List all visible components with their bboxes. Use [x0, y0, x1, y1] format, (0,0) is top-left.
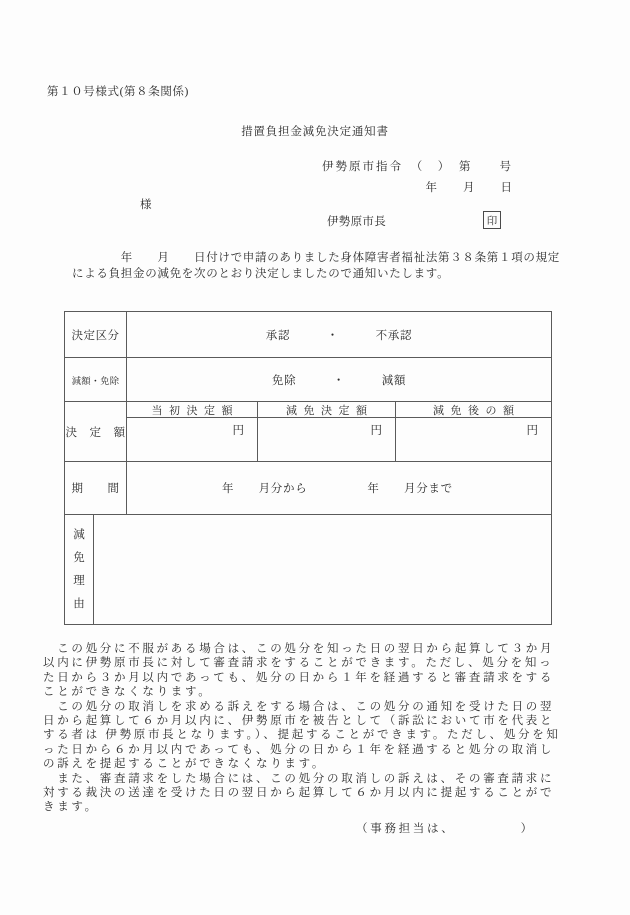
sender-name: 伊勢原市長: [327, 216, 386, 228]
legal-notes: [43, 642, 565, 815]
period-to: 年 月分まで: [367, 483, 453, 495]
initial-amount-header: 当初決定額: [127, 402, 257, 418]
table-row-reduction-type: [65, 357, 551, 401]
addressee-suffix: 様: [140, 199, 153, 211]
note-line: 日から起算して６か月以内に、伊勢原市を被告として（訴訟において市を代表と: [43, 715, 555, 728]
note-line: きます。: [43, 801, 99, 814]
seal-character: 印: [486, 215, 498, 227]
seal-mark: [483, 211, 501, 229]
note-line: する者は 伊勢原市長となります。）、提起することができます。ただし、処分を知: [43, 729, 561, 742]
date-line: 年 月 日: [425, 182, 513, 194]
reduced-amount-column: [258, 402, 396, 461]
decision-table: [64, 311, 552, 625]
note-line: た日から３か月以内であっても、処分の日から１年を経過すると審査請求をする: [43, 671, 555, 684]
decision-category-label: 決定区分: [65, 312, 127, 357]
reason-label-char: 免: [73, 551, 85, 564]
reason-label-char: 減: [73, 528, 85, 541]
reduced-amount-unit: 円: [370, 425, 382, 437]
note-line: ことができなくなります。: [43, 686, 213, 699]
intro-paragraph: [72, 251, 560, 282]
intro-line: による負担金の減免を次のとおり決定しましたので通知いたします。: [72, 267, 450, 280]
table-row-decision: [65, 312, 551, 357]
initial-amount-unit: 円: [232, 425, 244, 437]
note-line: また、審査請求をした場合には、この処分の取消しの訴えは、その審査請求に: [43, 772, 555, 785]
note-line: 以内に伊勢原市長に対して審査請求をすることができます。ただし、処分を知っ: [43, 657, 554, 670]
amount-columns: [127, 402, 551, 461]
clerk-in-charge-line: （事務担当は、 ）: [356, 823, 535, 835]
reduction-reason-label: [65, 515, 94, 624]
note-line: 対する裁決の送達を受けた日の翌日から起算して６か月以内に提起することがで: [43, 787, 555, 800]
reduction-reason-field: [94, 515, 551, 624]
period-from: 年 月分から: [222, 483, 308, 495]
after-reduction-amount-column: [396, 402, 551, 461]
table-row-amounts: [65, 401, 551, 461]
directive-number-line: 伊勢原市指令 （ ） 第 号: [322, 161, 513, 173]
form-number: 第１０号様式(第８条関係): [47, 86, 189, 98]
note-line: った日から６か月以内であっても、処分の日から１年を経過すると処分の取消し: [43, 743, 555, 756]
period-label: 期 間: [65, 462, 127, 514]
after-reduction-header: 減免後の額: [396, 402, 551, 418]
reduction-type-label: 減額・免除: [65, 358, 127, 401]
after-reduction-unit: 円: [526, 425, 538, 437]
note-line: この処分の取消しを求める訴えをする場合は、この処分の通知を受けた日の翌: [43, 700, 555, 713]
reduction-type-value: 免除 ・ 減額: [271, 374, 407, 387]
header-right-block: [322, 157, 513, 199]
table-row-reason: [65, 514, 551, 624]
decision-category-value: 承認 ・ 不承認: [265, 329, 413, 342]
reason-label-char: 由: [73, 597, 85, 610]
document-title: 措置負担金減免決定通知書: [241, 126, 389, 138]
table-row-period: [65, 461, 551, 514]
initial-amount-column: [127, 402, 258, 461]
reason-label-char: 理: [73, 574, 85, 587]
note-line: の訴えを提起することができなくなります。: [43, 758, 327, 771]
reduced-amount-header: 減免決定額: [258, 402, 395, 418]
decided-amount-label: 決 定 額: [65, 402, 127, 461]
note-line: この処分に不服がある場合は、この処分を知った日の翌日から起算して３か月: [43, 643, 555, 655]
period-value: [127, 462, 551, 514]
intro-line: 年 月 日付けで申請のありました身体障害者福祉法第３８条第１項の規定: [72, 252, 560, 264]
